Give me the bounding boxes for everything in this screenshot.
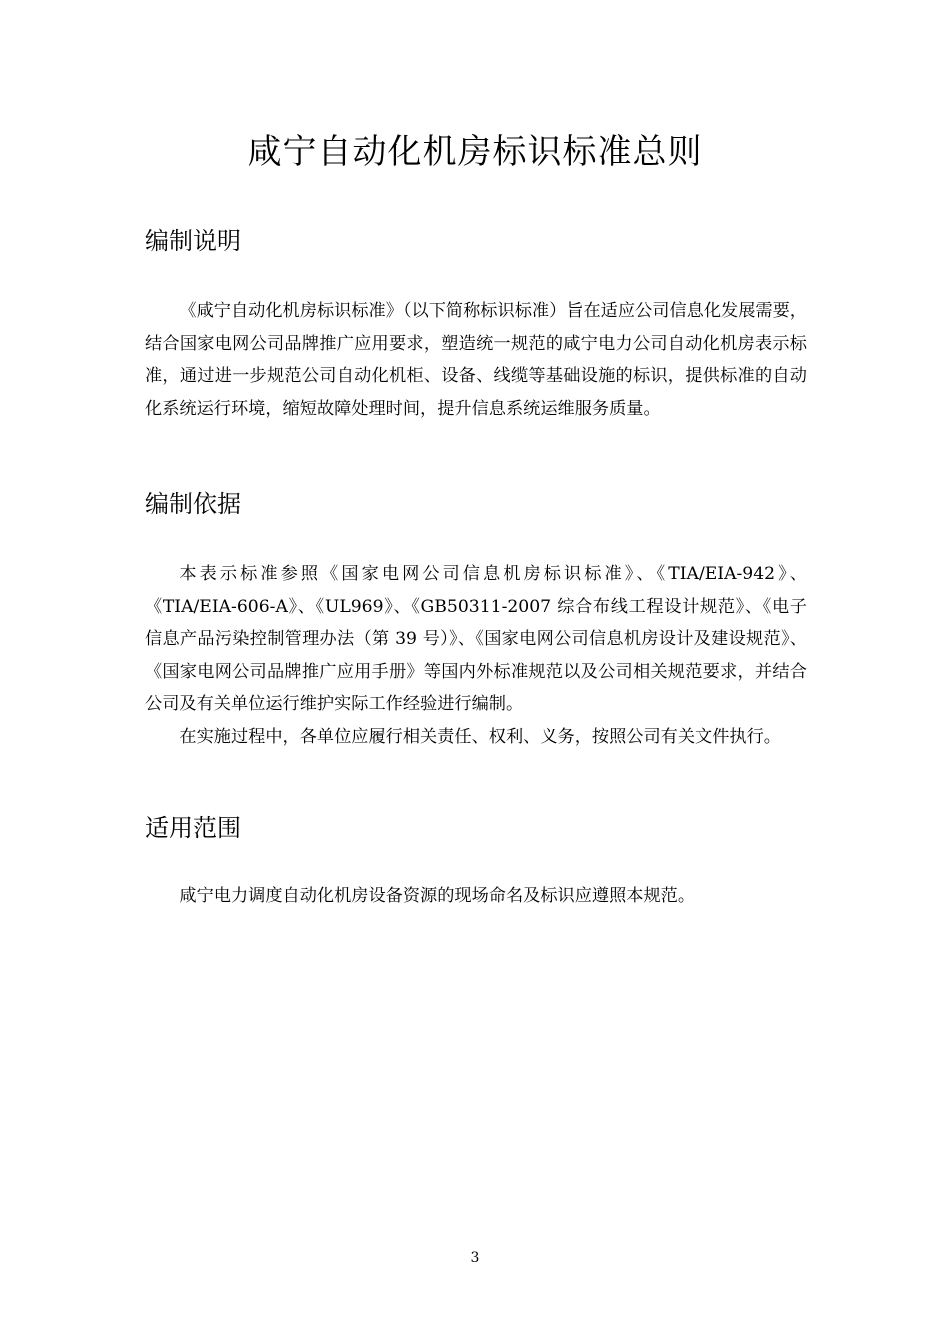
page-number: 3 bbox=[470, 1250, 480, 1266]
section-heading-compilation-notes: 编制说明 bbox=[145, 227, 241, 255]
document-title: 咸宁自动化机房标识标准总则 bbox=[247, 132, 703, 172]
paragraph: 咸宁电力调度自动化机房设备资源的现场命名及标识应遵照本规范。 bbox=[179, 886, 696, 906]
section-heading-compilation-basis: 编制依据 bbox=[145, 490, 241, 518]
section-body-scope bbox=[145, 880, 807, 913]
paragraph: 《咸宁自动化机房标识标准》（以下简称标识标准）旨在适应公司信息化发展需要，结合国家电网公司品牌推广应用要求，塑造统一规范的咸宁电力公司自动化机房表示标准，通过进一步规范公司自动化机柜、设备、线缆等基础设施的标识，提供标准的自动化系统运行环境，缩短故障处理时间，提升信息系统运维服务质量。 bbox=[145, 301, 807, 419]
section-body-compilation-basis bbox=[145, 558, 807, 754]
paragraph: 在实施过程中，各单位应履行相关责任、权利、义务，按照公司有关文件执行。 bbox=[179, 726, 781, 747]
paragraph: 本表示标准参照《国家电网公司信息机房标识标准》、《TIA/EIA-942》、《TIA/EIA-606-A》、《UL969》、《GB50311-2007 综合布线工程设计规范》、《电子信息产品污染控制管理办法（第 39 号）》、《国家电网公司信息机房设计及建设规范》、《国家电网公司品牌推广应用手册》等国内外标准规范以及公司相关规范要求，并结合公司及有关单位运行维护实际工作经验进行编制。 bbox=[145, 564, 807, 715]
section-body-compilation-notes bbox=[145, 295, 807, 425]
section-heading-scope: 适用范围 bbox=[145, 814, 241, 842]
